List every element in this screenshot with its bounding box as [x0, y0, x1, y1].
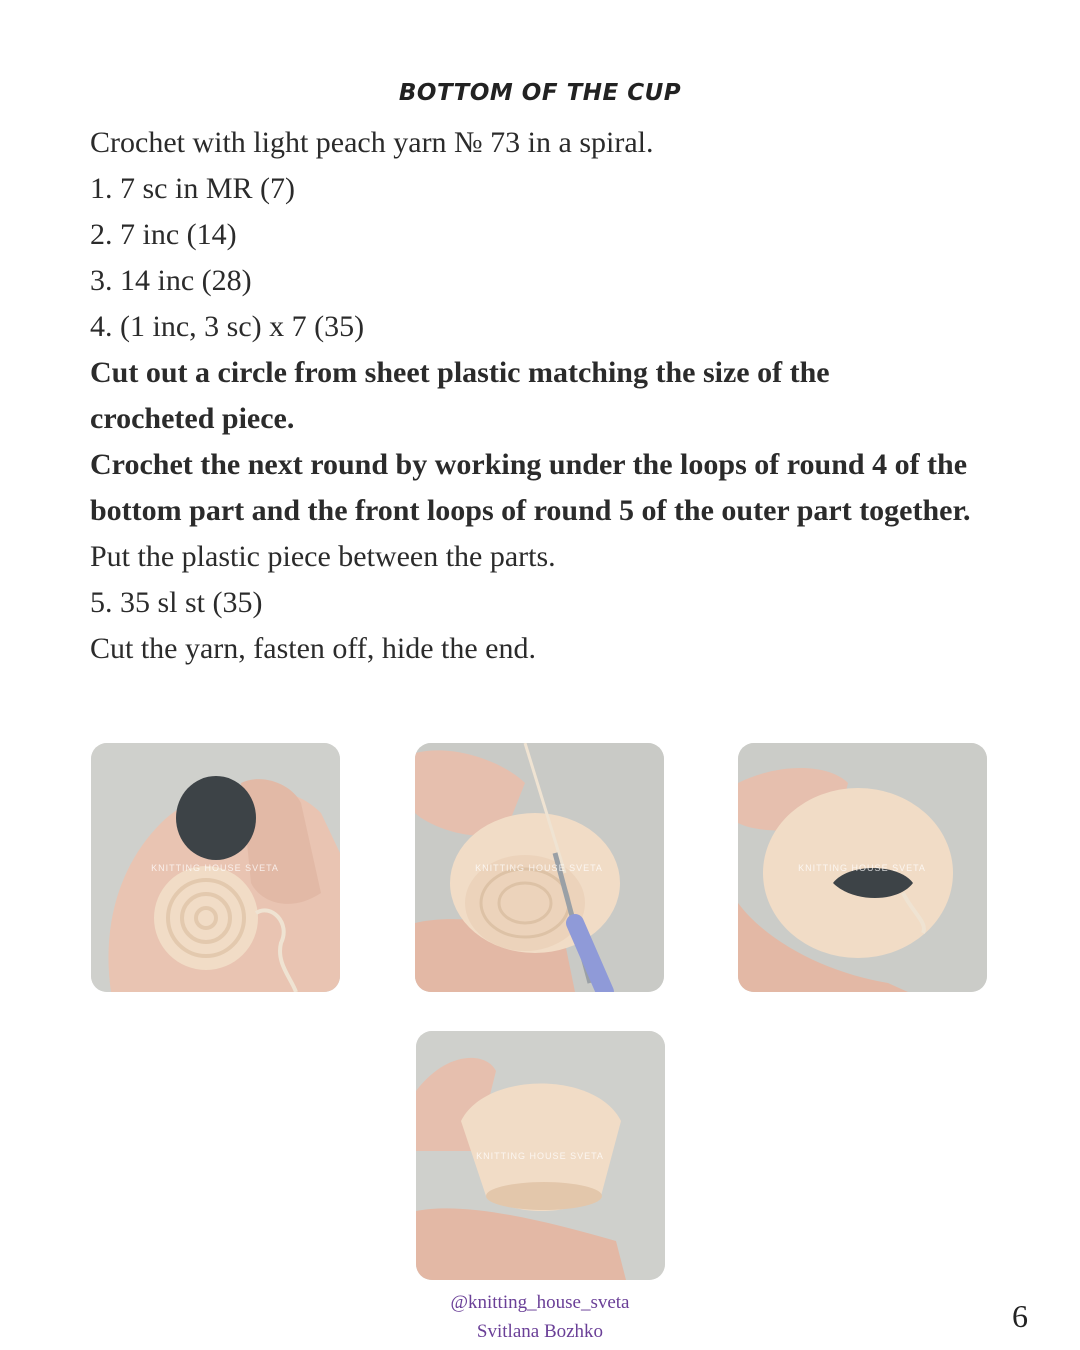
photo-joining-round-with-hook: [415, 743, 664, 992]
page-title: BOTTOM OF THE CUP: [398, 80, 682, 106]
put-plastic-text: Put the plastic piece between the parts.: [90, 540, 556, 573]
note-join-rounds: Crochet the next round by working under the loops of round 4 of the bottom part and the front loops of round 5 of the outer part together.: [90, 448, 971, 527]
round-5: 5. 35 sl st (35): [90, 586, 263, 619]
footer-author: Svitlana Bozhko: [476, 1321, 604, 1342]
photo-plastic-inserted: [738, 743, 987, 992]
round-3: 3. 14 inc (28): [90, 264, 252, 297]
instructions-block: [90, 120, 1010, 672]
round-4: 4. (1 inc, 3 sc) x 7 (35): [90, 310, 365, 343]
watermark-text: KNITTING HOUSE SVETA: [798, 863, 926, 873]
watermark-text: KNITTING HOUSE SVETA: [475, 863, 603, 873]
page-number: 6: [1012, 1298, 1028, 1334]
round-2: 2. 7 inc (14): [90, 218, 237, 251]
note-cut-circle: Cut out a circle from sheet plastic matching the size of the crocheted piece.: [90, 356, 830, 435]
finish-text: Cut the yarn, fasten off, hide the end.: [90, 632, 536, 665]
photo-finished-cup-bottom: [416, 1031, 665, 1280]
footer-handle: @knitting_house_sveta: [450, 1292, 630, 1313]
watermark-text: KNITTING HOUSE SVETA: [476, 1151, 604, 1161]
photo-plastic-circle-and-crochet-disc: [91, 743, 340, 992]
intro-text: Crochet with light peach yarn № 73 in a spiral.: [90, 126, 654, 159]
round-1: 1. 7 sc in MR (7): [90, 172, 295, 205]
watermark-text: KNITTING HOUSE SVETA: [151, 863, 279, 873]
